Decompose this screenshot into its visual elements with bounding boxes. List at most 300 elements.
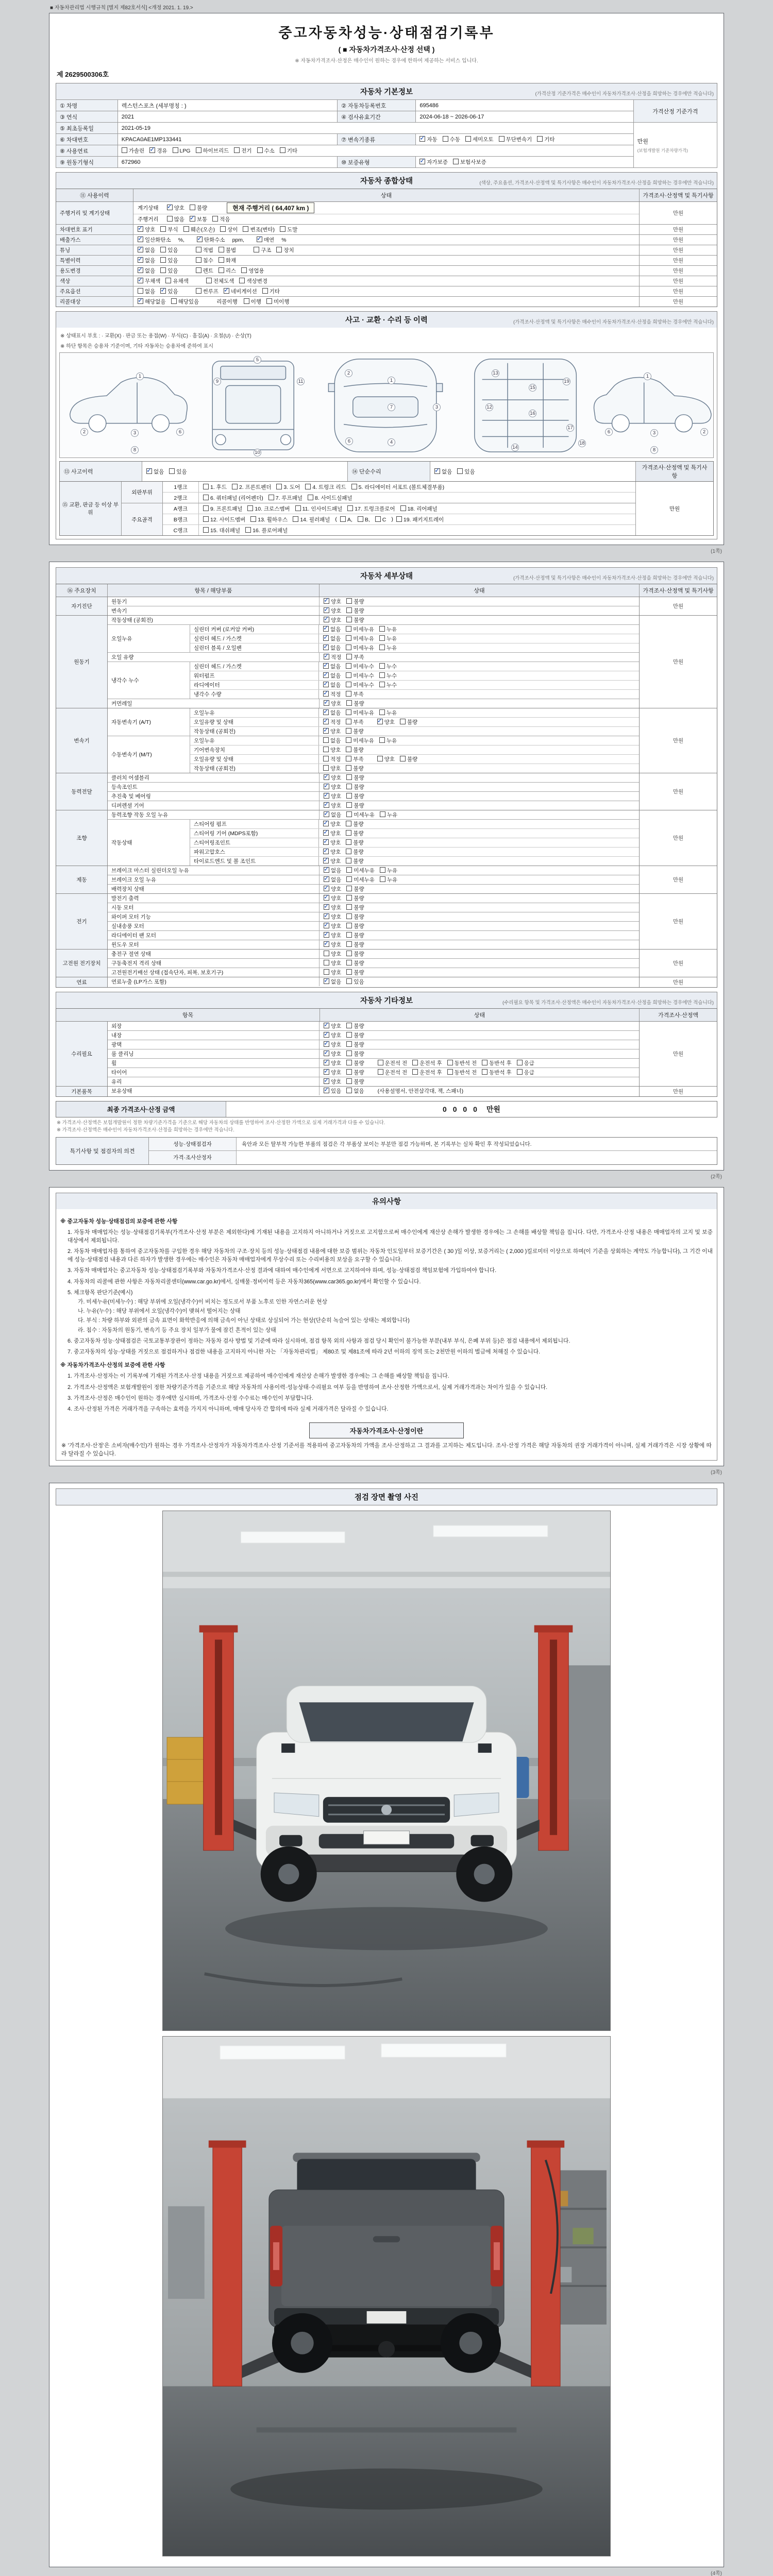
table-row bbox=[56, 145, 717, 157]
unchecked-option bbox=[412, 1059, 442, 1067]
option-label: 부족 bbox=[353, 691, 364, 698]
checked-option bbox=[323, 625, 341, 633]
other-group bbox=[56, 1022, 717, 1087]
unchecked-option bbox=[203, 483, 227, 491]
checked-option bbox=[323, 839, 341, 846]
device-rows bbox=[108, 950, 640, 977]
checked-option bbox=[324, 1087, 341, 1095]
unchecked-option bbox=[220, 226, 238, 233]
checked-option bbox=[323, 820, 341, 828]
unchecked-option bbox=[206, 277, 234, 285]
empty-checkbox-icon bbox=[160, 247, 166, 252]
diagram-number: 1 bbox=[136, 372, 144, 380]
notice-title-band bbox=[56, 1193, 717, 1209]
device-row bbox=[108, 810, 639, 820]
state-options bbox=[319, 829, 639, 838]
unchecked-option bbox=[160, 257, 178, 264]
unchecked-option bbox=[323, 746, 341, 754]
empty-checkbox-icon bbox=[380, 867, 385, 873]
unchecked-option bbox=[346, 672, 374, 680]
option-label: 구조 bbox=[261, 247, 272, 253]
item-label: 오일 유량 bbox=[108, 653, 320, 662]
checked-checkbox-icon bbox=[160, 288, 166, 294]
usage-history-label: 색상 bbox=[56, 276, 133, 286]
option-label: 불량 bbox=[354, 1023, 364, 1029]
state-options bbox=[320, 801, 639, 810]
option-label: 없음 bbox=[330, 738, 341, 744]
item-label: 브레이크 오일 누유 bbox=[108, 875, 320, 884]
option-label: 수소 bbox=[264, 148, 275, 154]
car-name-label: ① 차명 bbox=[56, 100, 118, 111]
item-label: 작동상태 (공회전) bbox=[108, 616, 320, 624]
rankA-row bbox=[163, 503, 635, 514]
option-label: 양호 bbox=[331, 1023, 342, 1029]
unchecked-option bbox=[447, 1059, 477, 1067]
warranty-type-options bbox=[416, 157, 633, 168]
state-col: 상태 bbox=[133, 189, 640, 201]
other-row bbox=[108, 1031, 639, 1040]
empty-checkbox-icon bbox=[346, 691, 351, 697]
unchecked-option bbox=[165, 277, 188, 285]
rank2-label: 2랭크 bbox=[163, 493, 199, 503]
sub-item-label: 실린더 헤드 / 가스켓 bbox=[190, 662, 319, 671]
checked-option bbox=[167, 204, 184, 212]
empty-checkbox-icon bbox=[346, 756, 351, 761]
notice-list bbox=[56, 1209, 717, 1415]
state-options bbox=[320, 959, 639, 968]
state-lines bbox=[133, 256, 640, 265]
device-row bbox=[108, 708, 639, 736]
option-label: 9. 프론트패널 bbox=[210, 505, 243, 512]
base-price-header: 가격산정 기준가격 bbox=[633, 100, 717, 123]
device-row bbox=[108, 940, 639, 949]
empty-checkbox-icon bbox=[239, 278, 245, 283]
option-label: 양호 bbox=[331, 933, 342, 939]
diagram-number: 7 bbox=[388, 403, 395, 411]
option-label: 기타 bbox=[269, 289, 280, 295]
diagram-number: 4 bbox=[388, 438, 395, 446]
vin-value: KPACA0AE1MP133441 bbox=[117, 134, 337, 145]
device-row bbox=[108, 606, 639, 615]
option-label: 양호 bbox=[330, 831, 341, 837]
option-label: 양호 bbox=[145, 227, 156, 233]
option-label: 불량 bbox=[354, 784, 364, 790]
state-line bbox=[133, 266, 639, 276]
unchecked-option bbox=[346, 904, 364, 911]
price-assessment-definition-title: 자동차가격조사·산정이란 bbox=[309, 1422, 464, 1438]
table-row bbox=[56, 123, 717, 134]
option-label: 해당없음 bbox=[145, 299, 166, 305]
device-row bbox=[108, 959, 639, 968]
unchecked-option bbox=[346, 1069, 364, 1076]
usage-history-row bbox=[56, 256, 717, 266]
unchecked-option bbox=[122, 147, 144, 155]
unchecked-option bbox=[443, 135, 460, 143]
checked-option bbox=[146, 468, 164, 476]
option-label: 있음 bbox=[331, 1088, 342, 1094]
empty-checkbox-icon bbox=[346, 598, 352, 604]
state-options bbox=[319, 625, 639, 634]
state-options bbox=[320, 597, 639, 606]
device-rows bbox=[108, 810, 640, 866]
state-options bbox=[320, 875, 639, 884]
sub-items bbox=[190, 662, 639, 699]
model-year-label: ③ 연식 bbox=[56, 111, 118, 123]
empty-checkbox-icon bbox=[167, 216, 173, 222]
option-label: 미세누수 bbox=[353, 682, 374, 688]
unchecked-option bbox=[346, 894, 364, 902]
option-label: 양호 bbox=[331, 1079, 342, 1085]
item-group-label: 오일누유 bbox=[108, 625, 190, 652]
inspection-period-label: ④ 검사유효기간 bbox=[338, 111, 416, 123]
unchecked-option bbox=[400, 755, 417, 763]
option-label: 불량 bbox=[354, 803, 364, 809]
state-options bbox=[320, 653, 639, 662]
option-label: 있음 bbox=[354, 979, 364, 985]
document-page bbox=[49, 0, 724, 2576]
unchecked-option bbox=[160, 246, 178, 254]
option-label: 10. 크로스멤버 bbox=[255, 505, 290, 512]
sub-item-row bbox=[190, 736, 639, 745]
empty-checkbox-icon bbox=[400, 505, 406, 511]
solo-row bbox=[108, 1087, 639, 1095]
option-label: 12. 사이드멤버 bbox=[210, 516, 246, 523]
empty-checkbox-icon bbox=[358, 516, 363, 522]
empty-checkbox-icon bbox=[196, 257, 201, 263]
option-label: 적정 bbox=[330, 719, 341, 725]
option-label: 양호 bbox=[330, 747, 341, 753]
item-label: 발전기 출력 bbox=[108, 894, 320, 903]
option-label: 응급 bbox=[524, 1060, 534, 1066]
empty-checkbox-icon bbox=[346, 867, 352, 873]
grouped-row bbox=[108, 708, 639, 736]
empty-checkbox-icon bbox=[346, 700, 352, 706]
checked-checkbox-icon bbox=[323, 682, 329, 687]
unchecked-option bbox=[346, 885, 364, 893]
checked-checkbox-icon bbox=[323, 691, 329, 697]
price-col: 가격조사·산정액 및 특기사항 bbox=[643, 193, 714, 199]
option-label: 불량 bbox=[353, 728, 364, 735]
option-label: 미세누유 bbox=[353, 636, 374, 642]
item-label: 원동기 bbox=[108, 597, 320, 606]
empty-checkbox-icon bbox=[346, 1023, 352, 1028]
section-photos bbox=[49, 1483, 724, 2567]
empty-checkbox-icon bbox=[400, 719, 406, 724]
state-line bbox=[133, 297, 639, 307]
sub-items bbox=[190, 708, 639, 736]
unchecked-option bbox=[379, 644, 397, 652]
inline-text: %, bbox=[178, 236, 184, 243]
unchecked-option bbox=[400, 505, 438, 513]
unchecked-option bbox=[324, 959, 341, 967]
checked-checkbox-icon bbox=[324, 1078, 329, 1084]
option-label: 있음 bbox=[167, 258, 178, 264]
option-label: 세미오토 bbox=[472, 137, 494, 143]
empty-checkbox-icon bbox=[268, 495, 274, 500]
option-label: 없음 bbox=[330, 626, 341, 633]
checked-option bbox=[138, 277, 160, 285]
option-label: 적법 bbox=[203, 247, 213, 253]
state-options bbox=[320, 866, 639, 875]
checked-option bbox=[324, 978, 341, 986]
empty-checkbox-icon bbox=[412, 1060, 418, 1065]
empty-checkbox-icon bbox=[346, 978, 352, 984]
diagram-number: 6 bbox=[605, 428, 613, 436]
plate-number-value: 695486 bbox=[416, 100, 633, 111]
option-label: 화재 bbox=[225, 258, 237, 264]
unchecked-option bbox=[266, 298, 289, 306]
device-rows bbox=[108, 597, 640, 615]
state-options bbox=[320, 1031, 639, 1040]
sub-item-label: 오일누유 bbox=[190, 736, 319, 745]
device-row bbox=[108, 968, 639, 977]
unchecked-option bbox=[346, 598, 364, 605]
unchecked-option bbox=[245, 527, 288, 534]
item-label: 시동 모터 bbox=[108, 903, 320, 912]
notice-item: 3. 가격조사·산정은 매수인이 원하는 경우에만 실시하며, 가격조사·산정 수수료는 매수인이 부담합니다. bbox=[68, 1395, 313, 1401]
empty-checkbox-icon bbox=[346, 913, 352, 919]
other-group-rows bbox=[108, 1022, 640, 1086]
basic-info-table bbox=[56, 99, 717, 168]
state-options bbox=[319, 848, 639, 856]
solo-row bbox=[108, 903, 639, 912]
empty-checkbox-icon bbox=[324, 951, 329, 956]
option-label: 적음 bbox=[220, 216, 230, 223]
empty-checkbox-icon bbox=[245, 527, 251, 533]
option-label: 없음 bbox=[330, 682, 341, 688]
diagram-number: 2 bbox=[700, 428, 708, 436]
option-label: 양호 bbox=[330, 766, 341, 772]
option-label: 불량 bbox=[354, 951, 364, 957]
empty-checkbox-icon bbox=[241, 267, 247, 273]
unchecked-option bbox=[346, 709, 374, 717]
unchecked-option bbox=[482, 1069, 512, 1076]
unchecked-option bbox=[517, 1059, 534, 1067]
state-options bbox=[320, 783, 639, 791]
usage-history-row bbox=[56, 225, 717, 235]
solo-row bbox=[108, 1040, 639, 1049]
current-mileage-chip: 현재 주행거리 ( 64,407 km ) bbox=[227, 202, 314, 213]
item-label: 광택 bbox=[108, 1040, 320, 1049]
option-label: 불량 bbox=[354, 1051, 364, 1057]
unchecked-option bbox=[138, 287, 155, 295]
option-label: 적정 bbox=[331, 654, 342, 660]
checked-checkbox-icon bbox=[377, 719, 383, 724]
page-marker: (1쪽) bbox=[711, 549, 722, 554]
final-price-value bbox=[226, 1101, 717, 1117]
price-col: 가격조사·산정액 bbox=[658, 1012, 699, 1019]
checked-checkbox-icon bbox=[197, 236, 203, 242]
opinion-text: 육안과 모든 탈부착 가능한 부품의 점검은 각 부품상 보이는 부분만 점검 가능하며, 본 기록부는 실차 확인 후 작성되었습니다. bbox=[242, 1141, 532, 1147]
empty-checkbox-icon bbox=[346, 932, 352, 938]
solo-row bbox=[108, 1068, 639, 1077]
option-label: 무채색 bbox=[145, 278, 161, 284]
option-label: 양호 bbox=[331, 793, 342, 800]
final-price-label: 최종 가격조사·산정 금액 bbox=[56, 1101, 226, 1117]
empty-checkbox-icon bbox=[160, 257, 166, 263]
option-label: 자동 bbox=[427, 137, 438, 143]
device-rows bbox=[108, 773, 640, 810]
empty-checkbox-icon bbox=[346, 830, 351, 836]
option-label: 렌트 bbox=[203, 268, 213, 274]
unchecked-option bbox=[465, 135, 494, 143]
item-group-label: 작동상태 bbox=[108, 820, 190, 866]
empty-checkbox-icon bbox=[346, 663, 351, 669]
empty-checkbox-icon bbox=[203, 516, 209, 522]
device-row bbox=[108, 894, 639, 903]
device-group bbox=[56, 773, 717, 810]
solo-row bbox=[108, 894, 639, 903]
sub-item-label: 워터펌프 bbox=[190, 671, 319, 680]
state-line bbox=[133, 245, 639, 255]
state-options bbox=[319, 755, 639, 764]
option-label: 불량 bbox=[354, 942, 364, 948]
option-label: 불량 bbox=[354, 1079, 364, 1085]
unchecked-option bbox=[346, 1041, 364, 1048]
empty-checkbox-icon bbox=[482, 1060, 488, 1065]
checked-checkbox-icon bbox=[324, 802, 329, 808]
empty-checkbox-icon bbox=[457, 468, 463, 474]
option-label: 불량 bbox=[354, 905, 364, 911]
option-label: 불량 bbox=[407, 756, 418, 762]
option-label: 양호 bbox=[331, 923, 342, 929]
empty-checkbox-icon bbox=[379, 737, 385, 743]
checked-checkbox-icon bbox=[323, 839, 329, 845]
empty-checkbox-icon bbox=[346, 626, 351, 632]
item-label: 룸 클리닝 bbox=[108, 1049, 320, 1058]
unchecked-option bbox=[293, 516, 330, 523]
device-row bbox=[108, 699, 639, 708]
unchecked-option bbox=[346, 978, 364, 986]
option-label: 수동 bbox=[449, 137, 460, 143]
state-col: 상태 bbox=[320, 1009, 640, 1021]
item-label: 내장 bbox=[108, 1031, 320, 1040]
empty-checkbox-icon bbox=[379, 626, 385, 632]
notice-item: 5. 체크항목 판단기준(예시) bbox=[68, 1289, 133, 1296]
empty-checkbox-icon bbox=[346, 839, 351, 845]
unchecked-option bbox=[346, 644, 374, 652]
sub-item-row bbox=[190, 820, 639, 829]
state-lines bbox=[133, 225, 640, 234]
empty-checkbox-icon bbox=[346, 1078, 352, 1084]
rank2-row bbox=[163, 493, 635, 503]
notice-item: 1. 가격조사·산정자는 이 기록부에 기재된 가격조사·산정 내용을 거짓으로 제공하여 매수인에게 재산상 손해가 발생한 경우에는 그 손해를 배상할 책임을 집니다. bbox=[68, 1373, 449, 1380]
unchecked-option bbox=[346, 959, 364, 967]
device-row bbox=[108, 885, 639, 893]
checked-option bbox=[323, 709, 341, 717]
empty-checkbox-icon bbox=[379, 682, 385, 687]
unchecked-option bbox=[346, 1050, 364, 1058]
option-label: 미세누유 bbox=[354, 812, 375, 818]
option-label: 불량 bbox=[353, 831, 364, 837]
car-views-illustration bbox=[60, 353, 713, 457]
option-label: 상이 bbox=[227, 227, 238, 233]
state-options bbox=[319, 671, 639, 680]
option-label: 누유 bbox=[386, 868, 398, 874]
option-label: 양호 bbox=[330, 728, 341, 735]
option-label: C bbox=[382, 516, 386, 523]
option-label: 적정 bbox=[330, 756, 341, 762]
checked-checkbox-icon bbox=[323, 728, 329, 734]
usage-history-label: 주행거리 및 계기상태 bbox=[56, 202, 133, 224]
unchecked-option bbox=[254, 246, 271, 254]
option-label: 운전석 전 bbox=[384, 1060, 408, 1066]
option-label: 부족 bbox=[353, 719, 364, 725]
checked-option bbox=[324, 867, 341, 874]
state-options bbox=[320, 968, 639, 977]
solo-row bbox=[108, 931, 639, 940]
option-label: 양호 bbox=[331, 1032, 342, 1039]
notice-item: 1. 자동차 매매업자는 성능·상태점검기록부(가격조사·산정 부분은 제외한다)에 기재된 내용을 고지하지 아니하거나 거짓으로 고지함으로써 매수인에게 재산상 손해가 발생한 경우에는 그 손해를 배상할 책임을 집니다. 다만, 가격조사·산정 내용은 매매업자의 고지 및 보증 대상에서 제외됩니다. bbox=[68, 1229, 713, 1244]
empty-checkbox-icon bbox=[499, 136, 505, 142]
usage-history-label: 용도변경 bbox=[56, 266, 133, 276]
solo-row bbox=[108, 1049, 639, 1058]
diagram-number: 8 bbox=[650, 446, 658, 454]
unchecked-option bbox=[346, 625, 374, 633]
checked-option bbox=[190, 215, 207, 223]
diagram-number: 11 bbox=[297, 378, 305, 385]
empty-checkbox-icon bbox=[396, 516, 402, 522]
option-label: 도말 bbox=[287, 227, 298, 233]
empty-checkbox-icon bbox=[379, 709, 385, 715]
option-label: 리스 bbox=[225, 268, 237, 274]
inline-text: ( bbox=[335, 516, 337, 522]
diagram-number: 1 bbox=[388, 377, 395, 384]
device-group bbox=[56, 977, 717, 987]
solo-row bbox=[108, 912, 639, 921]
detail-state-table bbox=[56, 584, 717, 988]
exchange-panel-label: ⑮ 교환, 판금 등 이상 부위 bbox=[60, 482, 122, 535]
state-options bbox=[320, 922, 639, 930]
accident-history-options bbox=[142, 462, 348, 481]
option-label: 전기 bbox=[241, 148, 252, 154]
unchecked-option bbox=[517, 1069, 534, 1076]
state-line bbox=[133, 256, 639, 265]
usage-history-label: 특별이력 bbox=[56, 256, 133, 265]
other-row bbox=[108, 1022, 639, 1031]
device-group bbox=[56, 866, 717, 894]
other-row bbox=[108, 1087, 639, 1095]
option-label: 썬루프 bbox=[203, 289, 219, 295]
checked-option bbox=[149, 147, 167, 155]
unchecked-option bbox=[346, 755, 363, 763]
empty-checkbox-icon bbox=[250, 516, 256, 522]
empty-checkbox-icon bbox=[346, 1060, 352, 1065]
state-options bbox=[319, 857, 639, 866]
first-registration-value: 2021-05-19 bbox=[117, 123, 633, 134]
unchecked-option bbox=[305, 483, 346, 491]
option-label: 있음 bbox=[167, 289, 178, 295]
empty-checkbox-icon bbox=[400, 756, 406, 761]
unchecked-option bbox=[196, 267, 213, 275]
item-label: 유리 bbox=[108, 1077, 320, 1086]
checked-option bbox=[324, 876, 341, 884]
table-row bbox=[56, 111, 717, 123]
diagram-number: 12 bbox=[485, 403, 493, 411]
unchecked-option bbox=[346, 635, 374, 642]
fuel-options bbox=[117, 145, 633, 157]
empty-checkbox-icon bbox=[122, 147, 127, 153]
checked-checkbox-icon bbox=[323, 635, 329, 641]
notice-item: 4. 조사·산정된 가격은 거래가격을 구속하는 효력을 가지지 아니하며, 매매 당사자 간 합의에 따라 실제 거래가격은 달라질 수 있습니다. bbox=[68, 1405, 389, 1412]
device-rows bbox=[108, 708, 640, 773]
form-reference: ■ 자동차관리법 시행규칙 [별지 제82호서식] <개정 2021. 1. 19.> bbox=[50, 5, 193, 11]
option-label: 16. 플로어패널 bbox=[253, 527, 288, 534]
empty-checkbox-icon bbox=[323, 765, 329, 771]
state-line bbox=[133, 202, 639, 214]
checked-checkbox-icon bbox=[323, 858, 329, 863]
checked-checkbox-icon bbox=[324, 793, 329, 799]
